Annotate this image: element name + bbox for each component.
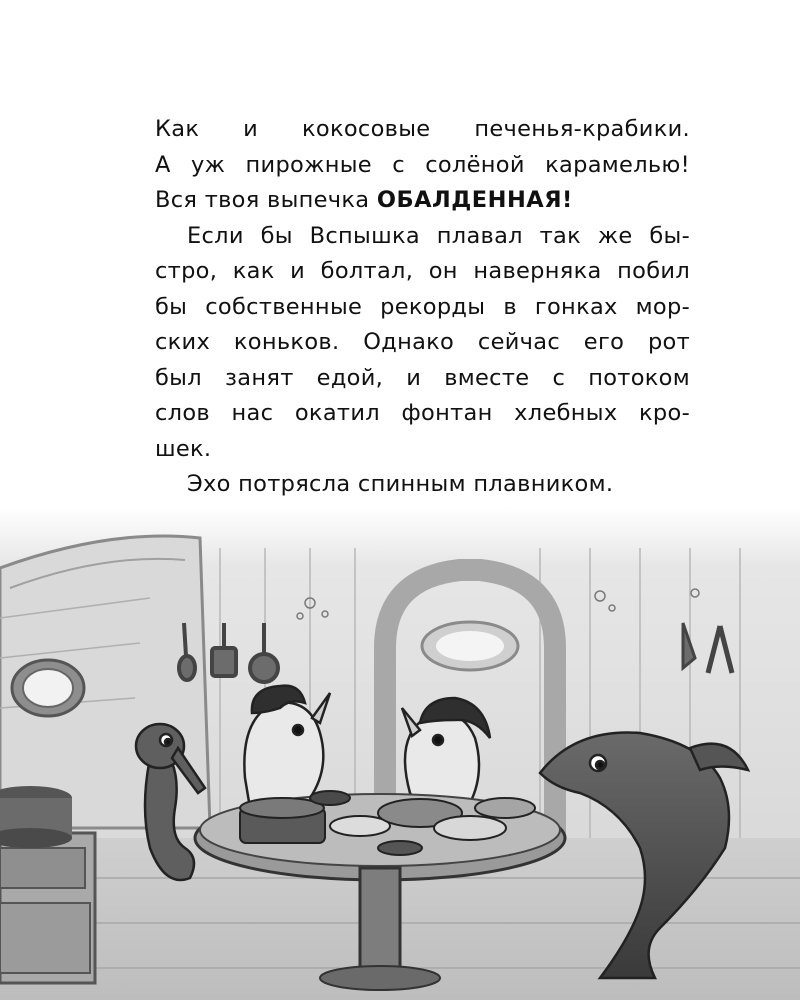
text-line-11: Эхо потрясла спинным плавником. xyxy=(187,471,614,497)
emphasis-word: ОБАЛДЕННАЯ! xyxy=(376,187,573,213)
text-line-10: шек. xyxy=(155,435,212,462)
text-line-5: стро, как и болтал, он наверняка побил xyxy=(155,258,690,284)
text-line-1: Как и кокосовые печенья-крабики. xyxy=(155,116,690,142)
story-text xyxy=(155,112,690,503)
text-line-3-start: Вся твоя выпечка xyxy=(155,187,377,213)
text-line-7: ских коньков. Однако сейчас его рот xyxy=(155,329,690,355)
text-line-9: слов нас окатил фонтан хлебных кро- xyxy=(155,400,690,426)
text-line-2: А уж пирожные с солёной карамелью! xyxy=(155,151,690,178)
text-line-6: бы собственные рекорды в гонках мор- xyxy=(155,293,690,320)
underwater-kitchen-illustration xyxy=(0,508,800,1000)
text-line-3 xyxy=(155,183,690,219)
porthole xyxy=(12,660,84,716)
text-line-8: был занят едой, и вместе с потоком xyxy=(155,364,690,391)
text-line-4: Если бы Вспышка плавал так же бы- xyxy=(187,222,690,249)
